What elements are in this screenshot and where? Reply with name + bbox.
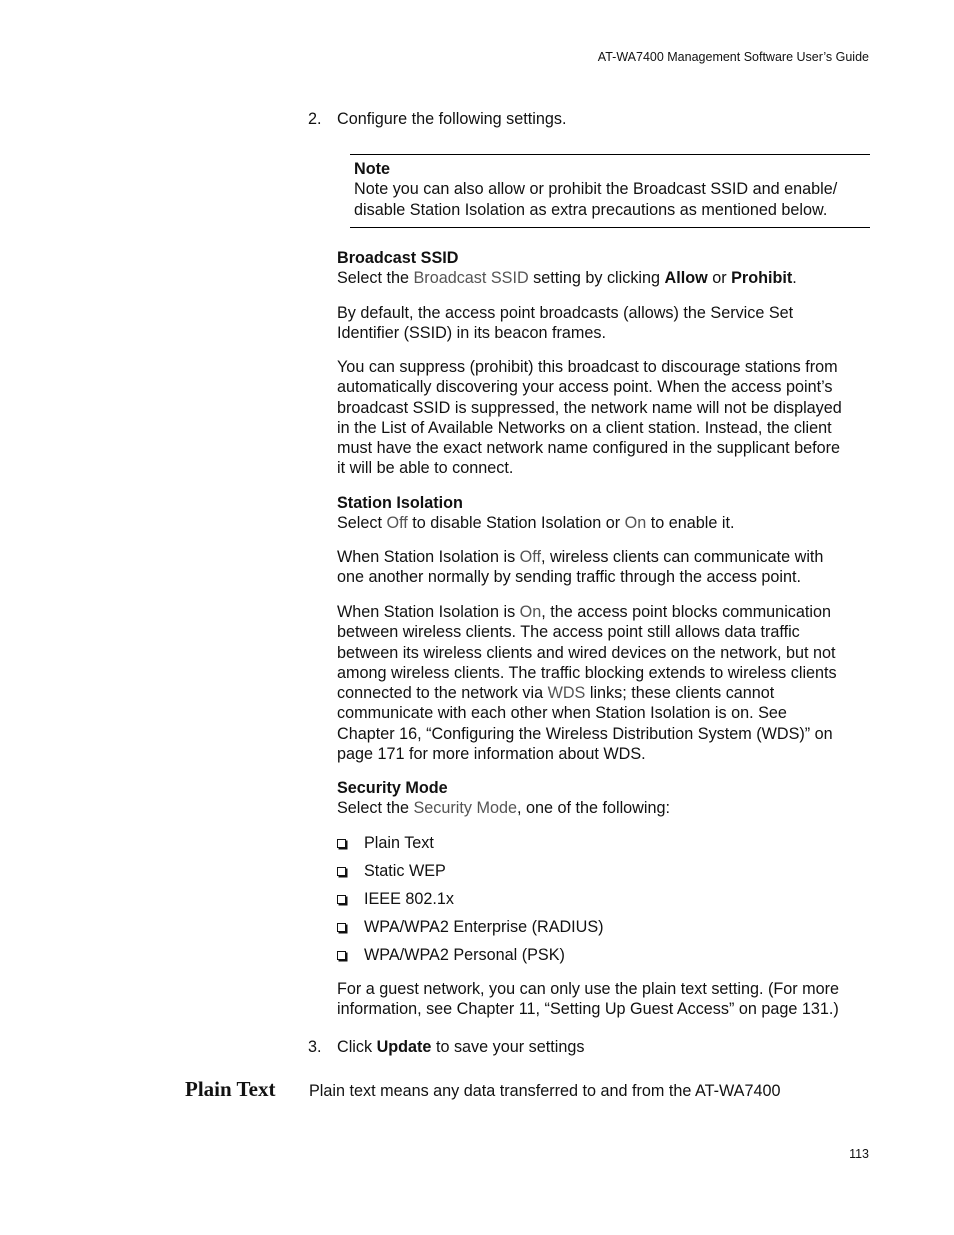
- option-label: WPA/WPA2 Personal (PSK): [364, 946, 565, 964]
- text-line: You can suppress (prohibit) this broadcast to discourage stations from: [337, 358, 838, 376]
- prohibit-option: Prohibit: [731, 269, 793, 288]
- step-number: 3.: [308, 1038, 322, 1056]
- section-heading: Broadcast SSID: [337, 249, 459, 267]
- text-line: By default, the access point broadcasts (allows) the Service Set: [337, 304, 794, 322]
- text-line: it will be able to connect.: [337, 459, 514, 478]
- page-number: 113: [849, 1147, 869, 1161]
- paragraph: [337, 979, 882, 1020]
- option-label: Static WEP: [364, 862, 446, 880]
- text-line: automatically discovering your access point. When the access point’s: [337, 378, 833, 397]
- station-isolation-section: [337, 493, 877, 534]
- off-value: Off: [519, 548, 541, 566]
- text-line: between its wireless clients and wired devices on the network, but not: [337, 643, 836, 662]
- checkbox-bullet-icon: [337, 867, 346, 876]
- note-line: disable Station Isolation as extra precautions as mentioned below.: [354, 200, 828, 219]
- field-name: Broadcast SSID: [413, 269, 529, 288]
- allow-option: Allow: [664, 269, 708, 288]
- checkbox-bullet-icon: [337, 895, 346, 904]
- step-text: Configure the following settings.: [337, 110, 567, 128]
- checkbox-bullet-icon: [337, 839, 346, 848]
- section-heading: Station Isolation: [337, 494, 463, 512]
- note-title: Note: [354, 160, 390, 178]
- option-label: WPA/WPA2 Enterprise (RADIUS): [364, 918, 604, 936]
- text-line: information, see Chapter 11, “Setting Up Guest Access” on page 131.): [337, 1000, 839, 1019]
- section-heading: Security Mode: [337, 779, 448, 797]
- text-line: one another normally by sending traffic through the access point.: [337, 568, 802, 587]
- option-label: IEEE 802.1x: [364, 890, 454, 908]
- text-line: connected to the network via WDS links; these clients cannot: [337, 684, 775, 703]
- text-line: broadcast SSID is suppressed, the network name will not be displayed: [337, 398, 842, 417]
- update-button-ref: Update: [376, 1038, 432, 1056]
- paragraph: [337, 547, 877, 588]
- plain-text-intro: Plain text means any data transferred to and from the AT-WA7400: [309, 1082, 781, 1100]
- text-line: among wireless clients. The traffic blocking extends to wireless clients: [337, 663, 837, 682]
- checkbox-bullet-icon: [337, 923, 346, 932]
- off-value: Off: [386, 514, 408, 533]
- running-header: AT-WA7400 Management Software User’s Guide: [597, 50, 869, 64]
- text-line: in the List of Available Networks on a client station. Instead, the client: [337, 418, 832, 437]
- text-line: Identifier (SSID) in its beacon frames.: [337, 324, 606, 343]
- text-line: must have the exact network name configured in the supplicant before: [337, 439, 841, 458]
- text-line: When Station Isolation is On, the access point blocks communication: [337, 603, 831, 621]
- text-line: For a guest network, you can only use the plain text setting. (For more: [337, 980, 840, 998]
- text-line: page 171 for more information about WDS.: [337, 745, 646, 764]
- step-number: 2.: [308, 110, 322, 128]
- text-line: When Station Isolation is Off, wireless clients can communicate with: [337, 548, 824, 566]
- paragraph: [337, 602, 877, 764]
- paragraph: [337, 303, 877, 344]
- paragraph: Select Off to disable Station Isolation or On to enable it.: [337, 514, 735, 533]
- checkbox-bullet-icon: [337, 951, 346, 960]
- note-box: [350, 154, 870, 228]
- text-line: communicate with each other when Station Isolation is on. See: [337, 704, 787, 723]
- note-line: Note you can also allow or prohibit the Broadcast SSID and enable/: [354, 180, 838, 199]
- paragraph: Select the Security Mode, one of the following:: [337, 799, 670, 818]
- text-line: between wireless clients. The access point still allows data traffic: [337, 623, 800, 642]
- step-text: Click Update to save your settings: [337, 1038, 585, 1056]
- on-value: On: [624, 514, 647, 533]
- security-mode-section: [337, 778, 877, 819]
- broadcast-ssid-section: [337, 248, 877, 289]
- on-value: On: [519, 603, 542, 621]
- option-label: Plain Text: [364, 834, 434, 852]
- paragraph: Select the Broadcast SSID setting by clicking Allow or Prohibit.: [337, 269, 797, 288]
- text-line: Chapter 16, “Configuring the Wireless Distribution System (WDS)” on: [337, 724, 833, 743]
- field-name: Security Mode: [413, 799, 517, 818]
- plain-text-heading: Plain Text: [185, 1077, 276, 1101]
- paragraph: [337, 357, 877, 479]
- wds-term: WDS: [547, 684, 586, 703]
